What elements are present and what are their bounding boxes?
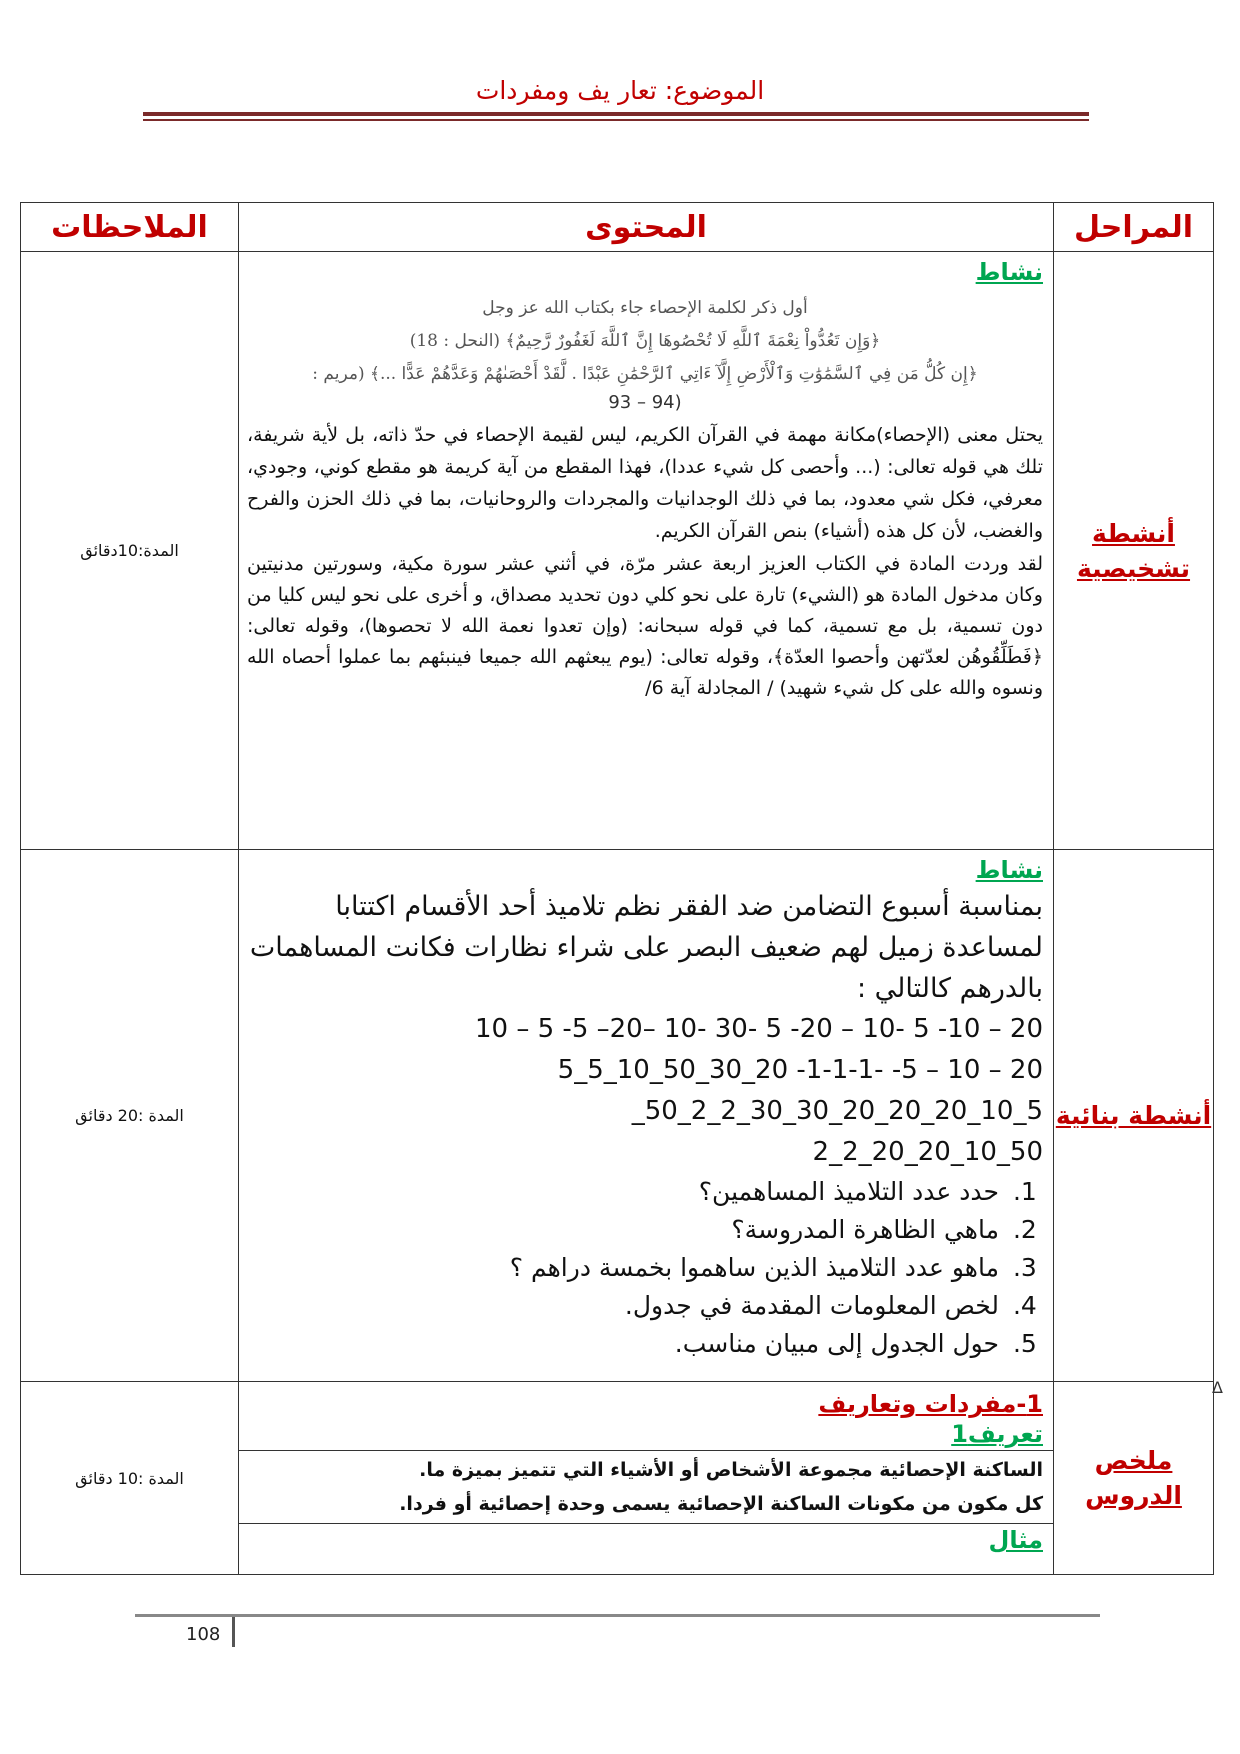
verse-an-nahl: ﴿وَإِن تَعُدُّواْ نِعْمَةَ ٱللَّهِ لَا تُحْصُوهَا إِنَّ ٱللَّهَ لَغَفُورٌ رَّحِيمٌ﴾ (النحل : 18)	[409, 331, 881, 351]
verse-maryam: ﴿إِن كُلُّ مَن فِي ٱلسَّمَٰوَٰتِ وَٱلْأَرْضِ إِلَّآ ءَاتِي ٱلرَّحْمَٰنِ عَبْدًا . لَّقَدْ أَحْصَىٰهُمْ وَعَدَّهُمْ عَدًّا ...﴾ (مريم :	[312, 364, 978, 384]
table-row	[21, 252, 1214, 850]
duration-note: المدة :20 دقائق	[21, 850, 239, 1382]
divider	[239, 1450, 1053, 1451]
verse-maryam-ref: (94 – 93	[608, 392, 682, 413]
stage-constructive: أنشطة بنائية	[1054, 850, 1214, 1382]
questions-list	[247, 1173, 1043, 1363]
table-row	[21, 850, 1214, 1382]
definition-title: تعريف1	[951, 1420, 1043, 1448]
duration-note: المدة:10دقائق	[21, 252, 239, 850]
triangle-marker: Δ	[1212, 1378, 1223, 1397]
lesson-table	[20, 202, 1214, 1575]
header-content: المحتوى	[239, 203, 1054, 252]
verse-intro: أول ذكر لكلمة الإحصاء جاء بكتاب الله عز وجل	[482, 298, 808, 318]
stage-summary: ملخص الدروس	[1054, 1382, 1214, 1575]
header-stages: المراحل	[1054, 203, 1214, 252]
data-line: 5_10_20_20_20_30_30_2_2_50_	[631, 1096, 1043, 1126]
page-header-title: الموضوع: تعار يف ومفردات	[475, 76, 765, 105]
definition-line: الساكنة الإحصائية مجموعة الأشخاص أو الأشياء التي تتميز بميزة ما.	[419, 1459, 1043, 1481]
content-diagnostic	[239, 252, 1054, 850]
section-title: 1-مفردات وتعاريف	[818, 1390, 1043, 1418]
question-item: 5. حول الجدول إلى مبيان مناسب.	[247, 1325, 1005, 1363]
question-item: 2. ماهي الظاهرة المدروسة؟	[247, 1211, 1005, 1249]
header-notes: الملاحظات	[21, 203, 239, 252]
content-summary	[239, 1382, 1054, 1575]
activity-title: نشاط	[975, 856, 1043, 884]
table-row	[21, 1382, 1214, 1575]
stage-diagnostic: أنشطة تشخيصية	[1054, 252, 1214, 850]
data-line: 20 – 10- 5 -10 – 20- 5 -30 -10 –20– 5- 5 – 10	[475, 1014, 1043, 1044]
footer-rule	[135, 1614, 1100, 1617]
table-header-row	[21, 203, 1214, 252]
duration-note: المدة :10 دقائق	[21, 1382, 239, 1575]
page-number: 108	[186, 1624, 221, 1645]
header-rule	[143, 112, 1089, 116]
data-line: 50_10_20_20_2_2	[812, 1137, 1043, 1167]
question-item: 1. حدد عدد التلاميذ المساهمين؟	[247, 1173, 1005, 1211]
paragraph-ihsaa-occurrences: لقد وردت المادة في الكتاب العزيز اربعة عشر مرّة، في أثني عشر سورة مكية، وسورتين مدنيتين وكان مدخول المادة هو (الشيء) تارة على نحو كلي دون تحديد مصداق، و أخرى على نحو ليس كليا من دون تسمية، بل مع تسمية، كما في قوله سبحانه: (وإن تعدوا نعمة الله لا تحصوها)، وقوله تعالى: ﴿فَطَلِّقُوهُن لعدّتهن وأحصوا العدّة﴾، وقوله تعالى: (يوم يبعثهم الله جميعا فينبئهم بما عملوا أحصاه الله ونسوه والله على كل شيء شهيد) / المجادلة آية 6/	[247, 553, 1043, 699]
definition-line: كل مكون من مكونات الساكنة الإحصائية يسمى وحدة إحصائية أو فردا.	[399, 1493, 1043, 1515]
header-rule-secondary	[143, 119, 1089, 121]
question-item: 4. لخص المعلومات المقدمة في جدول.	[247, 1287, 1005, 1325]
paragraph-ihsaa-meaning: يحتل معنى (الإحصاء)مكانة مهمة في القرآن الكريم، ليس لقيمة الإحصاء في حدّ ذاته، بل لأية شريفة، تلك هي قوله تعالى: (... وأحصى كل شيء عددا)، فهذا المقطع من آية كريمة هو مقطع كوني، وجودي، معرفي، فكل شي معدود، بما في ذلك الوجدانيات والمجردات والروحانيات، بما في ذلك الحزن والفرح والغضب، لأن كل هذه (أشياء) بنص القرآن الكريم.	[247, 424, 1043, 542]
example-title: مثال	[988, 1526, 1043, 1554]
problem-statement: بمناسبة أسبوع التضامن ضد الفقر نظم تلاميذ أحد الأقسام اكتتابا لمساعدة زميل لهم ضعيف البصر على شراء نظارات فكانت المساهمات بالدرهم كالتالي :	[249, 891, 1043, 1004]
data-line: 20 – 10 – 5- -1-1-1- 20_30_50_10_5_5	[557, 1055, 1043, 1085]
activity-title: نشاط	[975, 258, 1043, 286]
page-number-bar	[232, 1617, 235, 1647]
question-item: 3. ماهو عدد التلاميذ الذين ساهموا بخمسة دراهم ؟	[247, 1249, 1005, 1287]
content-constructive	[239, 850, 1054, 1382]
divider	[239, 1523, 1053, 1524]
